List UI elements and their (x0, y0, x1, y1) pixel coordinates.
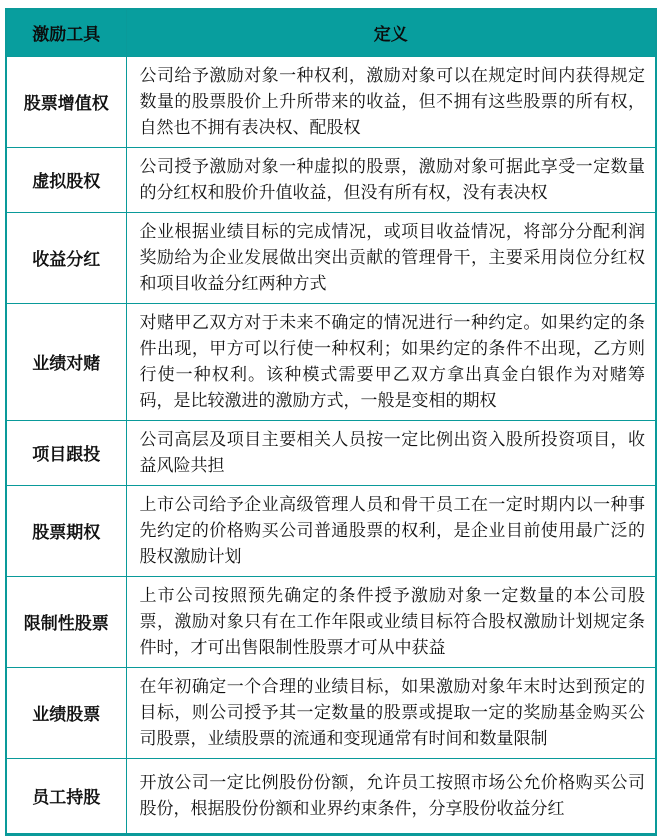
term-cell: 业绩对赌 (6, 303, 126, 420)
table-row (6, 758, 656, 834)
term-cell: 限制性股票 (6, 576, 126, 667)
term-cell: 业绩股票 (6, 667, 126, 758)
definition-cell: 企业根据业绩目标的完成情况，或项目收益情况，将部分分配利润奖励给为企业发展做出突出贡献的管理骨干，主要采用岗位分红权和项目收益分红两种方式 (126, 212, 656, 303)
term-cell: 股票期权 (6, 485, 126, 576)
definition-cell: 在年初确定一个合理的业绩目标，如果激励对象年末时达到预定的目标，则公司授予其一定数量的股票或提取一定的奖励基金购买公司股票，业绩股票的流通和变现通常有时间和数量限制 (126, 667, 656, 758)
table-row (6, 212, 656, 303)
term-cell: 员工持股 (6, 758, 126, 834)
incentive-table (5, 8, 657, 836)
term-cell: 项目跟投 (6, 420, 126, 485)
term-cell: 股票增值权 (6, 56, 126, 147)
table-row (6, 667, 656, 758)
table-row (6, 56, 656, 147)
definition-cell: 上市公司按照预先确定的条件授予激励对象一定数量的本公司股票，激励对象只有在工作年限或业绩目标符合股权激励计划规定条件时，才可出售限制性股票才可从中获益 (126, 576, 656, 667)
definition-cell: 对赌甲乙双方对于未来不确定的情况进行一种约定。如果约定的条件出现，甲方可以行使一种权利；如果约定的条件不出现，乙方则行使一种权利。该种模式需要甲乙双方拿出真金白银作为对赌筹码，是比较激进的激励方式，一般是变相的期权 (126, 303, 656, 420)
header-cell-definition: 定义 (126, 9, 656, 56)
table-row (6, 485, 656, 576)
term-cell: 收益分红 (6, 212, 126, 303)
definition-cell: 开放公司一定比例股份份额，允许员工按照市场公允价格购买公司股份，根据股份份额和业界约束条件，分享股份收益分红 (126, 758, 656, 834)
table-row (6, 147, 656, 212)
table-row (6, 576, 656, 667)
definition-cell: 上市公司给予企业高级管理人员和骨干员工在一定时期内以一种事先约定的价格购买公司普通股票的权利，是企业目前使用最广泛的股权激励计划 (126, 485, 656, 576)
table-row (6, 420, 656, 485)
header-cell-tool: 激励工具 (6, 9, 126, 56)
table-header-row (6, 9, 656, 56)
table-row (6, 303, 656, 420)
definition-cell: 公司授予激励对象一种虚拟的股票，激励对象可据此享受一定数量的分红权和股价升值收益，但没有所有权，没有表决权 (126, 147, 656, 212)
term-cell: 虚拟股权 (6, 147, 126, 212)
definition-cell: 公司高层及项目主要相关人员按一定比例出资入股所投资项目，收益风险共担 (126, 420, 656, 485)
definition-cell: 公司给予激励对象一种权利，激励对象可以在规定时间内获得规定数量的股票股价上升所带来的收益，但不拥有这些股票的所有权，自然也不拥有表决权、配股权 (126, 56, 656, 147)
